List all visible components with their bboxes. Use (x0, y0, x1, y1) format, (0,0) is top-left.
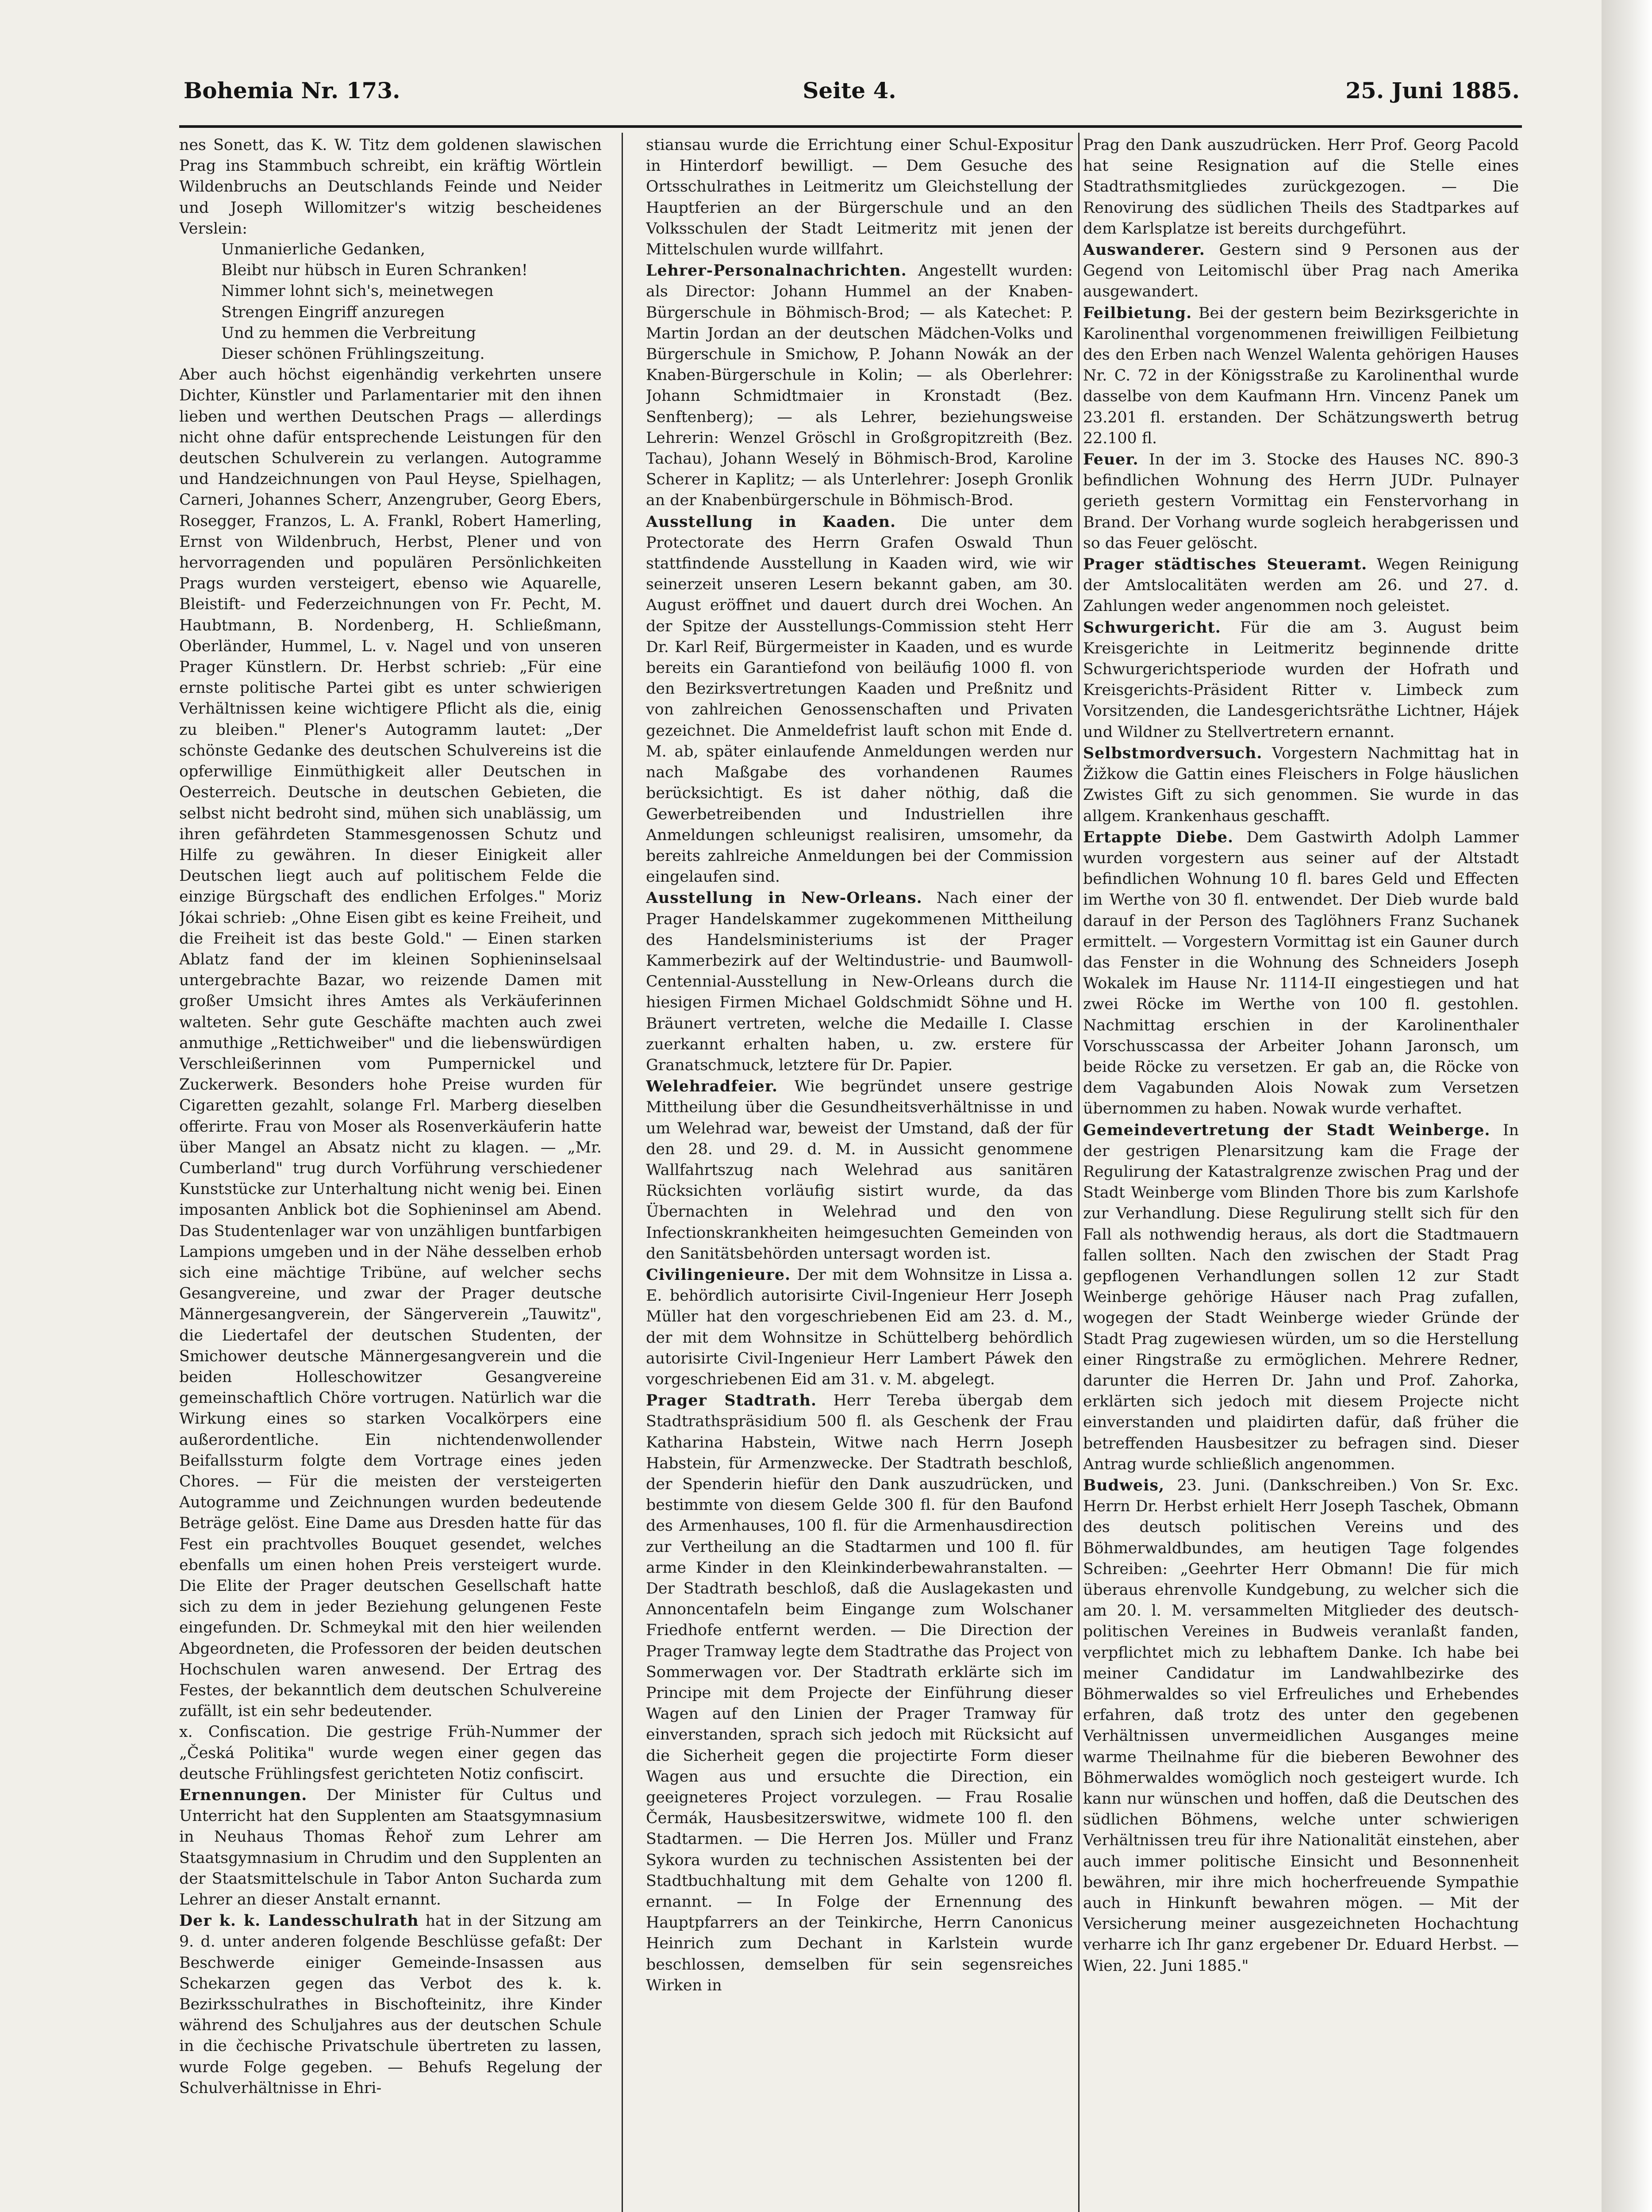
column-rule-1 (622, 133, 623, 2212)
news-item-lehrer (646, 260, 1073, 511)
column-3 (1083, 135, 1519, 2212)
item-heading: Prager städtisches Steueramt. (1083, 555, 1368, 574)
item-heading: Prager Stadtrath. (646, 1391, 817, 1410)
item-heading: Welehradfeier. (646, 1077, 778, 1096)
news-item-feuer (1083, 449, 1519, 554)
item-text: Bei der gestern beim Bezirksgerichte in Karolinenthal vorgenommenen freiwilligen Feilbietung des den Erben nach Wenzel Walenta gehörigen Hauses Nr. C. 72 in der Königsstraße zu Karolinenthal wurde dasselbe von dem Kaufmann Hrn. Vincenz Panek um 23.201 fl. erstanden. Der Schätzungswerth betrug 22.100 fl. (1083, 304, 1519, 447)
news-item-civilingenieure (646, 1264, 1073, 1390)
poem (179, 239, 602, 365)
item-heading: Der k. k. Landesschulrath (179, 1912, 419, 1930)
item-heading: Auswanderer. (1083, 241, 1205, 259)
page-number: Seite 4. (803, 77, 896, 104)
news-item-diebe (1083, 827, 1519, 1120)
item-text: hat in der Sitzung am 9. d. unter anderen folgende Beschlüsse gefaßt: Der Beschwerde einiger Gemeinde-Insassen aus Schekarzen gegen das Verbot des k. k. Bezirksschulrathes in Bischofteinitz, ihre Kinder während des Schuljahres aus der deutschen Schule in die čechische Privatschule übertreten zu lassen, wurde Folge gegeben. — Behufs Regelung der Schulverhältnisse in Ehri- (179, 1912, 602, 2097)
item-heading: Selbstmordversuch. (1083, 744, 1263, 762)
poem-line: Nimmer lohnt sich's, meinetwegen (221, 282, 494, 300)
news-item-weinberge (1083, 1120, 1519, 1475)
news-item-welehrad (646, 1076, 1073, 1264)
news-item-ernennungen (179, 1785, 602, 1910)
news-item-landesschulrath (179, 1910, 602, 2099)
item-text: Nach einer der Prager Handelskammer zugekommenen Mittheilung des Handelsministeriums ist der Prager Kammerbezirk auf der Weltindustrie- und Baumwoll-Centennial-Ausstellung in New-Orleans durch die hiesigen Firmen Michael Goldschmidt Söhne und H. Bräunert vertreten, welche die Medaille I. Classe zuerkannt erhalten haben, u. zw. erstere für Granatschmuck, letztere für Dr. Papier. (646, 889, 1073, 1074)
article-text: Prag den Dank auszudrücken. Herr Prof. Georg Pacold hat seine Resignation auf die Stelle eines Stadtrathsmitgliedes zurückgezogen. — Die Renovirung des südlichen Theils des Stadtparkes auf dem Karlsplatze ist bereits durchgeführt. (1083, 136, 1519, 238)
item-heading: Budweis, (1083, 1476, 1165, 1494)
news-item-steueramt (1083, 554, 1519, 617)
news-item-feilbietung (1083, 303, 1519, 449)
item-text: Dem Gastwirth Adolph Lammer wurden vorgestern aus seiner auf der Altstadt befindlichen Wohnung 10 fl. bares Geld und Effecten im Werthe von 30 fl. entwendet. Der Dieb wurde bald darauf in der Person des Taglöhners Franz Suchanek ermittelt. — Vorgestern Vormittag ist ein Gauner durch das Fenster in die Wohnung des Schneiders Joseph Wokalek im Hause Nr. 1114-II eingestiegen und hat zwei Röcke im Werthe von 100 fl. gestohlen. Nachmittag erschien in der Karolinenthaler Vorschusscassa der Arbeiter Johann Jaronsch, um beide Röcke zu versetzen. Er gab an, die Röcke von dem Vagabunden Alois Nowak zum Versetzen übernommen zu haben. Nowak wurde verhaftet. (1083, 828, 1519, 1118)
news-item-auswanderer (1083, 239, 1519, 303)
item-text: Gestern sind 9 Personen aus der Gegend von Leitomischl über Prag nach Amerika ausgewandert. (1083, 241, 1519, 301)
column-2 (646, 135, 1073, 2212)
header-date: 25. Juni 1885. (1345, 77, 1520, 104)
item-text: Der mit dem Wohnsitze in Lissa a. E. behördlich autorisirte Civil-Ingenieur Herr Joseph Müller hat den vorgeschriebenen Eid am 23. d. M., der mit dem Wohnsitze in Schüttelberg behördlich autorisirte Civil-Ingenieur Herr Lambert Páwek den vorgeschriebenen Eid am 31. v. M. abgelegt. (646, 1266, 1073, 1388)
poem-line: Unmanierliche Gedanken, (221, 241, 426, 259)
item-heading: Civilingenieure. (646, 1265, 791, 1284)
item-heading: Gemeindevertretung der Stadt Weinberge. (1083, 1121, 1491, 1139)
news-item-new-orleans (646, 887, 1073, 1076)
item-text: Der Minister für Cultus und Unterricht hat den Supplenten am Staatsgymnasium in Neuhaus Thomas Řehoř zum Lehrer am Staatsgymnasium in Chrudim und den Supplenten an der Staatsmittelschule in Tabor Anton Sucharda zum Lehrer an dieser Anstalt ernannt. (179, 1786, 602, 1909)
item-heading: Ernennungen. (179, 1786, 307, 1805)
item-text: Die unter dem Protectorate des Herrn Grafen Oswald Thun stattfindende Ausstellung in Kaaden wird, wie wir seinerzeit unseren Lesern bekannt gaben, am 30. August eröffnet und dauert durch drei Wochen. An der Spitze der Ausstellungs-Commission steht Herr Dr. Karl Reif, Bürgermeister in Kaaden, und es wurde bereits ein Garantiefond von beiläufig 1000 fl. von den Bezirksvertretungen Kaaden und Preßnitz und von zahlreichen Genossenschaften und Privaten gezeichnet. Die Anmeldefrist lauft schon mit Ende d. M. ab, später einlaufende Anmeldungen werden nur nach Maßgabe des vorhandenen Raumes berücksichtigt. Es ist daher nöthig, daß die Gewerbetreibenden und Industriellen ihre Anmeldungen schleunigst realisiren, umsomehr, da bereits zahlreiche Anmeldungen bei der Commission eingelaufen sind. (646, 513, 1073, 886)
item-text: 23. Juni. (Dankschreiben.) Von Sr. Exc. Herrn Dr. Herbst erhielt Herr Joseph Taschek, Obmann des deutsch politischen Vereins und des Böhmerwaldbundes, am heutigen Tage folgendes Schreiben: „Geehrter Herr Obmann! Die für mich überaus ehrenvolle Kundgebung, zu welcher sich die am 20. l. M. versammelten Mitglieder des deutsch-politischen Vereines in Budweis veranlaßt fanden, verpflichtet mich zu lebhaftem Danke. Ich habe bei meiner Candidatur im Landwahlbezirke des Böhmerwaldes so viel Erfreuliches und Erhebendes erfahren, daß trotz des unter den gegebenen Verhältnissen unvermeidlichen Ausganges meine warme Theilnahme für die bieberen Bewohner des Böhmerwaldes womöglich noch gesteigert wurde. Ich kann nur wünschen und hoffen, daß die Deutschen des südlichen Böhmens, welche unter schwierigen Verhältnissen treu für ihre Nationalität einstehen, aber auch immer politische Einsicht und Besonnenheit bewähren, mir ihre mich hocherfreuende Sympathie auch in Hinkunft bewahren mögen. — Mit der Versicherung meiner ausgezeichneten Hochachtung verharre ich Ihr ganz ergebener Dr. Eduard Herbst. — Wien, 22. Juni 1885." (1083, 1477, 1519, 1975)
item-text: Für die am 3. August beim Kreisgerichte in Leitmeritz beginnende dritte Schwurgerichtsperiode wurden der Hofrath und Kreisgerichts-Präsident Ritter v. Limbeck zum Vorsitzenden, die Landesgerichtsräthe Lichtner, Hájek und Wildner zu Stellvertretern ernannt. (1083, 618, 1519, 741)
poem-line: Bleibt nur hübsch in Euren Schranken! (221, 261, 528, 280)
article-text: stiansau wurde die Errichtung einer Schul-Expositur in Hinterdorf bewilligt. — Dem Gesuche des Ortsschulrathes in Leitmeritz um Gleichstellung der Hauptferien an der Bürgerschule und an den Volksschulen der Stadt Leitmeritz mit jenen der Mittelschulen wurde willfahrt. (646, 136, 1073, 259)
news-item-stadtrath (646, 1390, 1073, 1996)
header-rule (179, 125, 1522, 128)
item-heading: Ausstellung in Kaaden. (646, 512, 896, 531)
poem-line: Dieser schönen Frühlingszeitung. (221, 345, 485, 363)
item-text: In der gestrigen Plenarsitzung kam die Frage der Regulirung der Katastralgrenze zwischen Prag und der Stadt Weinberge vom Blinden Thore bis zum Karlshofe zur Verhandlung. Diese Regulirung stellt sich für den Fall als nothwendig heraus, als dort die Stadtmauern fallen sollten. Nach den zwischen der Stadt Prag gepflogenen Verhandlungen sollen 12 zur Stadt Weinberge gehörige Häuser nach Prag zufallen, wogegen der Stadt Weinberge wieder Gründe der Stadt Prag zugewiesen würden, um so die Herstellung einer Ringstraße zu ermöglichen. Mehrere Redner, darunter die Herren Dr. Jahn und Prof. Zahorka, erklärten sich jedoch mit diesem Projecte nicht einverstanden und plaidirten dafür, daß früher die betreffenden Hausbesitzer zu befragen sind. Dieser Antrag wurde schließlich angenommen. (1083, 1121, 1519, 1473)
news-item-confiscation: x. Confiscation. Die gestrige Früh-Nummer der „Česká Politika" wurde wegen einer gegen das deutsche Frühlingsfest gerichteten Notiz confiscirt. (179, 1723, 602, 1783)
page-header (175, 66, 1524, 115)
item-text: In der im 3. Stocke des Hauses NC. 890-3 befindlichen Wohnung des Herrn JUDr. Pulnayer gerieth gestern Vormittag ein Fenstervorhang in Brand. Der Vorhang wurde sogleich herabgerissen und so das Feuer gelöscht. (1083, 451, 1519, 552)
item-heading: Schwurgericht. (1083, 618, 1221, 637)
item-heading: Ertappte Diebe. (1083, 828, 1234, 846)
item-heading: Feilbietung. (1083, 303, 1192, 322)
news-item-selbstmordversuch (1083, 743, 1519, 827)
item-heading: Ausstellung in New-Orleans. (646, 889, 922, 907)
poem-line: Strengen Eingriff anzuregen (221, 303, 445, 321)
binding-gutter (1602, 0, 1652, 2212)
item-text: Wegen Reinigung der Amtslocalitäten werden am 26. und 27. d. Zahlungen weder angenommen noch geleistet. (1083, 556, 1519, 615)
item-text: Herr Tereba übergab dem Stadtrathspräsidium 500 fl. als Geschenk der Frau Katharina Habstein, Witwe nach Herrn Joseph Habstein, für Armenzwecke. Der Stadtrath beschloß, der Spenderin hiefür den Dank auszudrücken, und bestimmte von diesem Gelde 300 fl. für den Baufond des Armenhauses, 100 fl. für die Armenhausdirection zur Vertheilung an die Stadtarmen und 100 fl. für arme Kinder in den Kleinkinderbewahranstalten. — Der Stadtrath beschloß, daß die Auslagekasten und Annoncentafeln beim Eingange zum Wolschaner Friedhofe entfernt werden. — Die Direction der Prager Tramway legte dem Stadtrathe das Project von Sommerwagen vor. Der Stadtrath erklärte sich im Principe mit dem Projecte der Einführung dieser Wagen auf den Linien der Prager Tramway für einverstanden, sprach sich jedoch mit Rücksicht auf die Sicherheit gegen die projectirte Form dieser Wagen aus und ersuchte die Direction, ein geeigneteres Project vorzulegen. — Frau Rosalie Čermák, Hausbesitzerswitwe, widmete 100 fl. den Stadtarmen. — Die Herren Jos. Müller und Franz Sykora wurden zu technischen Assistenten bei der Stadtbuchhaltung mit dem Gehalte von 1200 fl. ernannt. — In Folge der Ernennung des Hauptpfarrers an der Teinkirche, Herrn Canonicus Heinrich zum Dechant in Karlstein wurde beschlossen, demselben für sein segensreiches Wirken in (646, 1392, 1073, 1994)
item-heading: Feuer. (1083, 450, 1139, 469)
news-item-schwurgericht (1083, 617, 1519, 743)
article-text: Aber auch höchst eigenhändig verkehrten unsere Dichter, Künstler und Parlamentarier mit den ihnen lieben und werthen Deutschen Prags — allerdings nicht ohne dafür entsprechende Leistungen für den deutschen Schulverein zu verlangen. Autogramme und Handzeichnungen von Paul Heyse, Spielhagen, Carneri, Johannes Scherr, Anzengruber, Georg Ebers, Rosegger, Franzos, L. A. Frankl, Robert Hamerling, Ernst von Wildenbruch, Herbst, Plener und von hervorragenden und populären Persönlichkeiten Prags wurden versteigert, ebenso wie Aquarelle, Bleistift- und Federzeichnungen von Fr. Pecht, M. Haubtmann, B. Nordenberg, H. Schließmann, Oberländer, Hummel, L. v. Nagel und von unseren Prager Künstlern. Dr. Herbst schrieb: „Für eine ernste politische Partei gibt es unter schwierigen Verhältnissen keine wichtigere Pflicht als die, einig zu bleiben." Plener's Autogramm lautet: „Der schönste Gedanke des deutschen Schulvereins ist die opferwillige Einmüthigkeit aller Deutschen in Oesterreich. Deutsche in deutschen Gebieten, die selbst nicht bedroht sind, mühen sich unablässig, um ihren gefährdeten Stammesgenossen Schutz und Hilfe zu gewähren. In dieser Einigkeit aller Deutschen liegt auch auf politischem Felde die einzige Bürgschaft des endlichen Erfolges." Moriz Jókai schrieb: „Ohne Eisen gibt es keine Freiheit, und die Freiheit ist das beste Gold." — Einen starken Ablatz fand der im kleinen Sophieninselsaal untergebrachte Bazar, wo reizende Damen mit großer Umsicht ihres Amtes als Verkäuferinnen walteten. Sehr gute Geschäfte machten auch zwei anmuthige „Rettichweiber" und die liebenswürdigen Verschleißerinnen vom Pumpernickel und Zuckerwerk. Besonders hohe Preise wurden für Cigaretten gezahlt, solange Frl. Marberg dieselben offerirte. Frau von Moser als Rosenverkäuferin hatte über Mangel an Absatz nicht zu klagen. — „Mr. Cumberland" trug durch Vorführung verschiedener Kunststücke zur Unterhaltung nicht wenig bei. Einen imposanten Anblick bot die Sophieninsel am Abend. Das Studentenlager war von unzähligen buntfarbigen Lampions umgeben und in der Nähe desselben erhob sich eine mächtige Tribüne, auf welcher sechs Gesangvereine, und zwar der Prager deutsche Männergesangverein, der Sängerverein „Tauwitz", die Liedertafel der deutschen Studenten, der Smichower deutsche Männergesangverein und die beiden Holleschowitzer Gesangvereine gemeinschaftlich Chöre vortrugen. Natürlich war die Wirkung eines so starken Vocalkörpers eine außerordentliche. Ein nichtendenwollender Beifallssturm folgte dem Vortrage eines jeden Chores. — Für die meisten der versteigerten Autogramme und Zeichnungen wurden bedeutende Beträge gelöst. Eine Dame aus Dresden hatte für das Fest ein prachtvolles Bouquet gesendet, welches ebenfalls um einen hohen Preis versteigert wurde. Die Elite der Prager deutschen Gesellschaft hatte sich zu dem in jeder Beziehung gelungenen Feste eingefunden. Dr. Schmeykal mit den hier weilenden Abgeordneten, die Professoren der beiden deutschen Hochschulen waren anwesend. Der Ertrag des Festes, der bekanntlich dem deutschen Schulvereine zufällt, ist ein sehr bedeutender. (179, 366, 602, 1720)
news-item-budweis (1083, 1475, 1519, 1977)
poem-line: Und zu hemmen die Verbreitung (221, 324, 476, 342)
column-1 (179, 135, 602, 2212)
column-rule-2 (1078, 133, 1080, 2212)
item-text: Vorgestern Nachmittag hat in Žižkow die Gattin eines Fleischers in Folge häuslichen Zwistes Gift zu sich genommen. Sie wurde in das allgem. Krankenhaus geschafft. (1083, 744, 1519, 825)
news-item-kaaden (646, 511, 1073, 888)
item-text: Wie begründet unsere gestrige Mittheilung über die Gesundheitsverhältnisse in und um Welehrad war, beweist der Umstand, daß der für den 28. und 29. d. M. in Aussicht genommene Wallfahrtszug nach Welehrad aus sanitären Rücksichten vorläufig sistirt wurde, da das Übernachten in Welehrad und den von Infectionskrankheiten heimgesuchten Gemeinden von den Sanitätsbehörden untersagt worden ist. (646, 1078, 1073, 1263)
item-text: Angestellt wurden: als Director: Johann Hummel an der Knaben-Bürgerschule in Böhmisch-Brod; — als Katechet: P. Martin Jordan an der deutschen Mädchen-Volks und Bürgerschule in Smichow, P. Johann Nowák an der Knaben-Bürgerschule in Kolin; — als Oberlehrer: Johann Schmidtmaier in Kronstadt (Bez. Senftenberg); — als Lehrer, beziehungsweise Lehrerin: Wenzel Gröschl in Großgropitzreith (Bez. Tachau), Johann Weselý in Böhmisch-Brod, Karoline Scherer in Kaplitz; — als Unterlehrer: Joseph Gronlik an der Knabenbürgerschule in Böhmisch-Brod. (646, 262, 1073, 510)
article-text: nes Sonett, das K. W. Titz dem goldenen slawischen Prag ins Stammbuch schreibt, ein kräftig Wörtlein Wildenbruchs an Deutschlands Feinde und Neider und Joseph Willomitzer's witzig bescheidenes Verslein: (179, 136, 602, 238)
header-left: Bohemia Nr. 173. (184, 77, 400, 104)
item-heading: Lehrer-Personalnachrichten. (646, 261, 907, 280)
